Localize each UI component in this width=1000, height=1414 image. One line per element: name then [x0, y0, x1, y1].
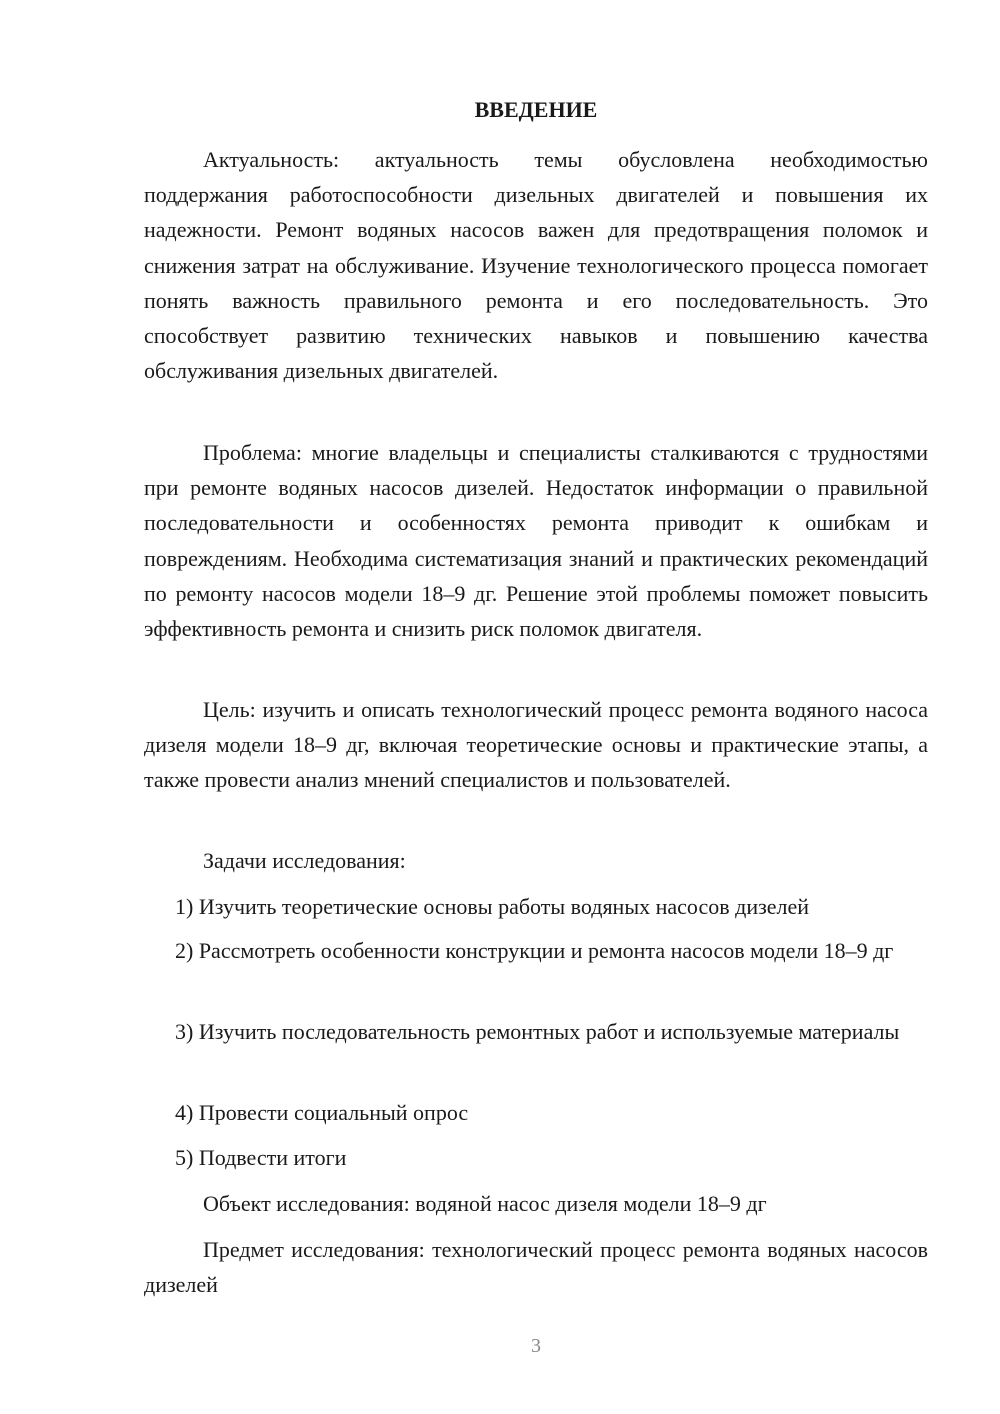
goal-paragraph: Цель: изучить и описать технологический процесс ремонта водяного насоса дизеля модели 18–9 дг, включая теоретические основы и практические этапы, а также провести анализ мнений специалистов и пользователей. [144, 697, 928, 793]
page-title: ВВЕДЕНИЕ [474, 97, 598, 122]
problem-paragraph: Проблема: многие владельцы и специалисты сталкиваются с трудностями при ремонте водяных насосов дизелей. Недостаток информации о правильной последовательности и особенностях ремонта приводит к ошибкам и повреждениям. Необходима систематизация знаний и практических рекомендаций по ремонту насосов модели 18–9 дг. Решение этой проблемы поможет повысить эффективность ремонта и снизить риск поломок двигателя. [144, 440, 928, 642]
task-item-5: 5) Подвести итоги [175, 1145, 347, 1170]
object-paragraph: Объект исследования: водяной насос дизеля модели 18–9 дг [203, 1191, 767, 1216]
task-item-4: 4) Провести социальный опрос [175, 1100, 469, 1125]
tasks-heading: Задачи исследования: [203, 848, 406, 873]
task-item-2: 2) Рассмотреть особенности конструкции и ремонта насосов модели 18–9 дг [175, 938, 894, 963]
task-item-1: 1) Изучить теоретические основы работы водяных насосов дизелей [175, 894, 810, 919]
task-item-3: 3) Изучить последовательность ремонтных работ и используемые материалы [175, 1019, 900, 1044]
relevance-paragraph: Актуальность: актуальность темы обусловлена необходимостью поддержания работоспособности дизельных двигателей и повышения их надежности. Ремонт водяных насосов важен для предотвращения поломок и снижения затрат на обслуживание. Изучение технологического процесса помогает понять важность правильного ремонта и его последовательность. Это способствует развитию технических навыков и повышению качества обслуживания дизельных двигателей. [144, 147, 928, 384]
page-number: 3 [531, 1335, 541, 1357]
subject-paragraph: Предмет исследования: технологический процесс ремонта водяных насосов дизелей [144, 1237, 928, 1298]
